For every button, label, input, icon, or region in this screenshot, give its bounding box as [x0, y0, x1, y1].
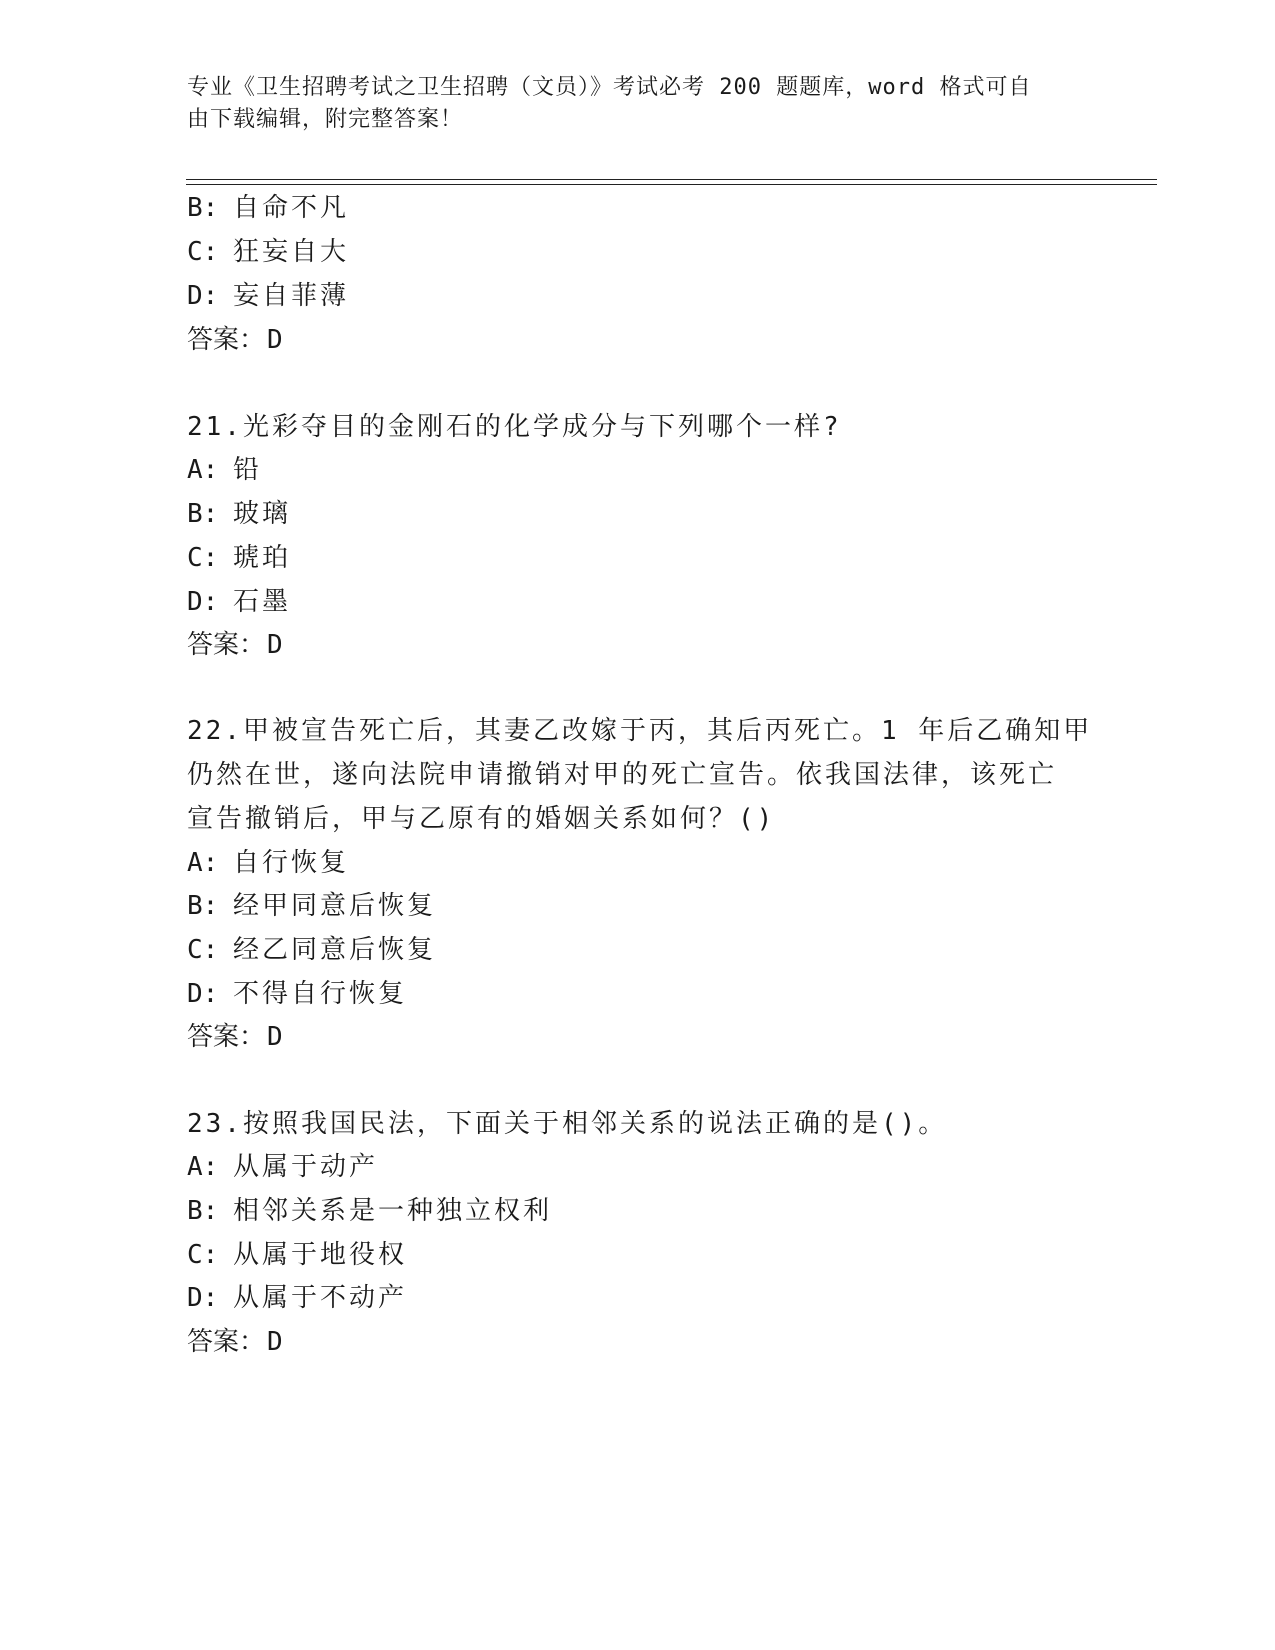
q23-option-d: D: 从属于不动产 — [187, 1283, 408, 1313]
q22-option-d: D: 不得自行恢复 — [187, 979, 408, 1009]
q22-option-b: B: 经甲同意后恢复 — [187, 891, 437, 921]
q21-option-d: D: 石墨 — [187, 587, 292, 617]
q22-answer: 答案：D — [187, 1022, 283, 1052]
q23-option-b: B: 相邻关系是一种独立权利 — [187, 1196, 553, 1226]
header-divider-top — [186, 179, 1157, 180]
q23-answer: 答案：D — [187, 1327, 283, 1357]
q22-option-c: C: 经乙同意后恢复 — [187, 935, 437, 965]
header-line-2: 由下载编辑，附完整答案！ — [187, 107, 464, 132]
q22-stem-line-2: 仍然在世，遂向法院申请撤销对甲的死亡宣告。依我国法律，该死亡 — [187, 760, 1058, 790]
q21-stem: 21.光彩夺目的金刚石的化学成分与下列哪个一样? — [187, 412, 842, 442]
q21-answer: 答案：D — [187, 630, 283, 660]
q21-option-a: A: 铅 — [187, 455, 263, 485]
header-divider-bottom — [186, 184, 1157, 185]
q21-option-b: B: 玻璃 — [187, 499, 292, 529]
q22-stem-line-3: 宣告撤销后，甲与乙原有的婚姻关系如何？() — [187, 804, 776, 834]
q20-option-b: B: 自命不凡 — [187, 193, 350, 223]
q23-stem: 23.按照我国民法，下面关于相邻关系的说法正确的是()。 — [187, 1109, 948, 1139]
q20-answer: 答案：D — [187, 325, 283, 355]
q20-option-d: D: 妄自菲薄 — [187, 281, 350, 311]
q23-option-a: A: 从属于动产 — [187, 1152, 379, 1182]
header-line-1: 专业《卫生招聘考试之卫生招聘（文员）》考试必考 200 题题库，word 格式可自 — [187, 75, 1032, 100]
q20-option-c: C: 狂妄自大 — [187, 237, 350, 267]
document-header — [187, 72, 1067, 136]
q22-stem-line-1: 22.甲被宣告死亡后，其妻乙改嫁于丙，其后丙死亡。1 年后乙确知甲 — [187, 716, 1093, 746]
q21-option-c: C: 琥珀 — [187, 543, 292, 573]
q23-option-c: C: 从属于地役权 — [187, 1240, 408, 1270]
q22-option-a: A: 自行恢复 — [187, 848, 350, 878]
